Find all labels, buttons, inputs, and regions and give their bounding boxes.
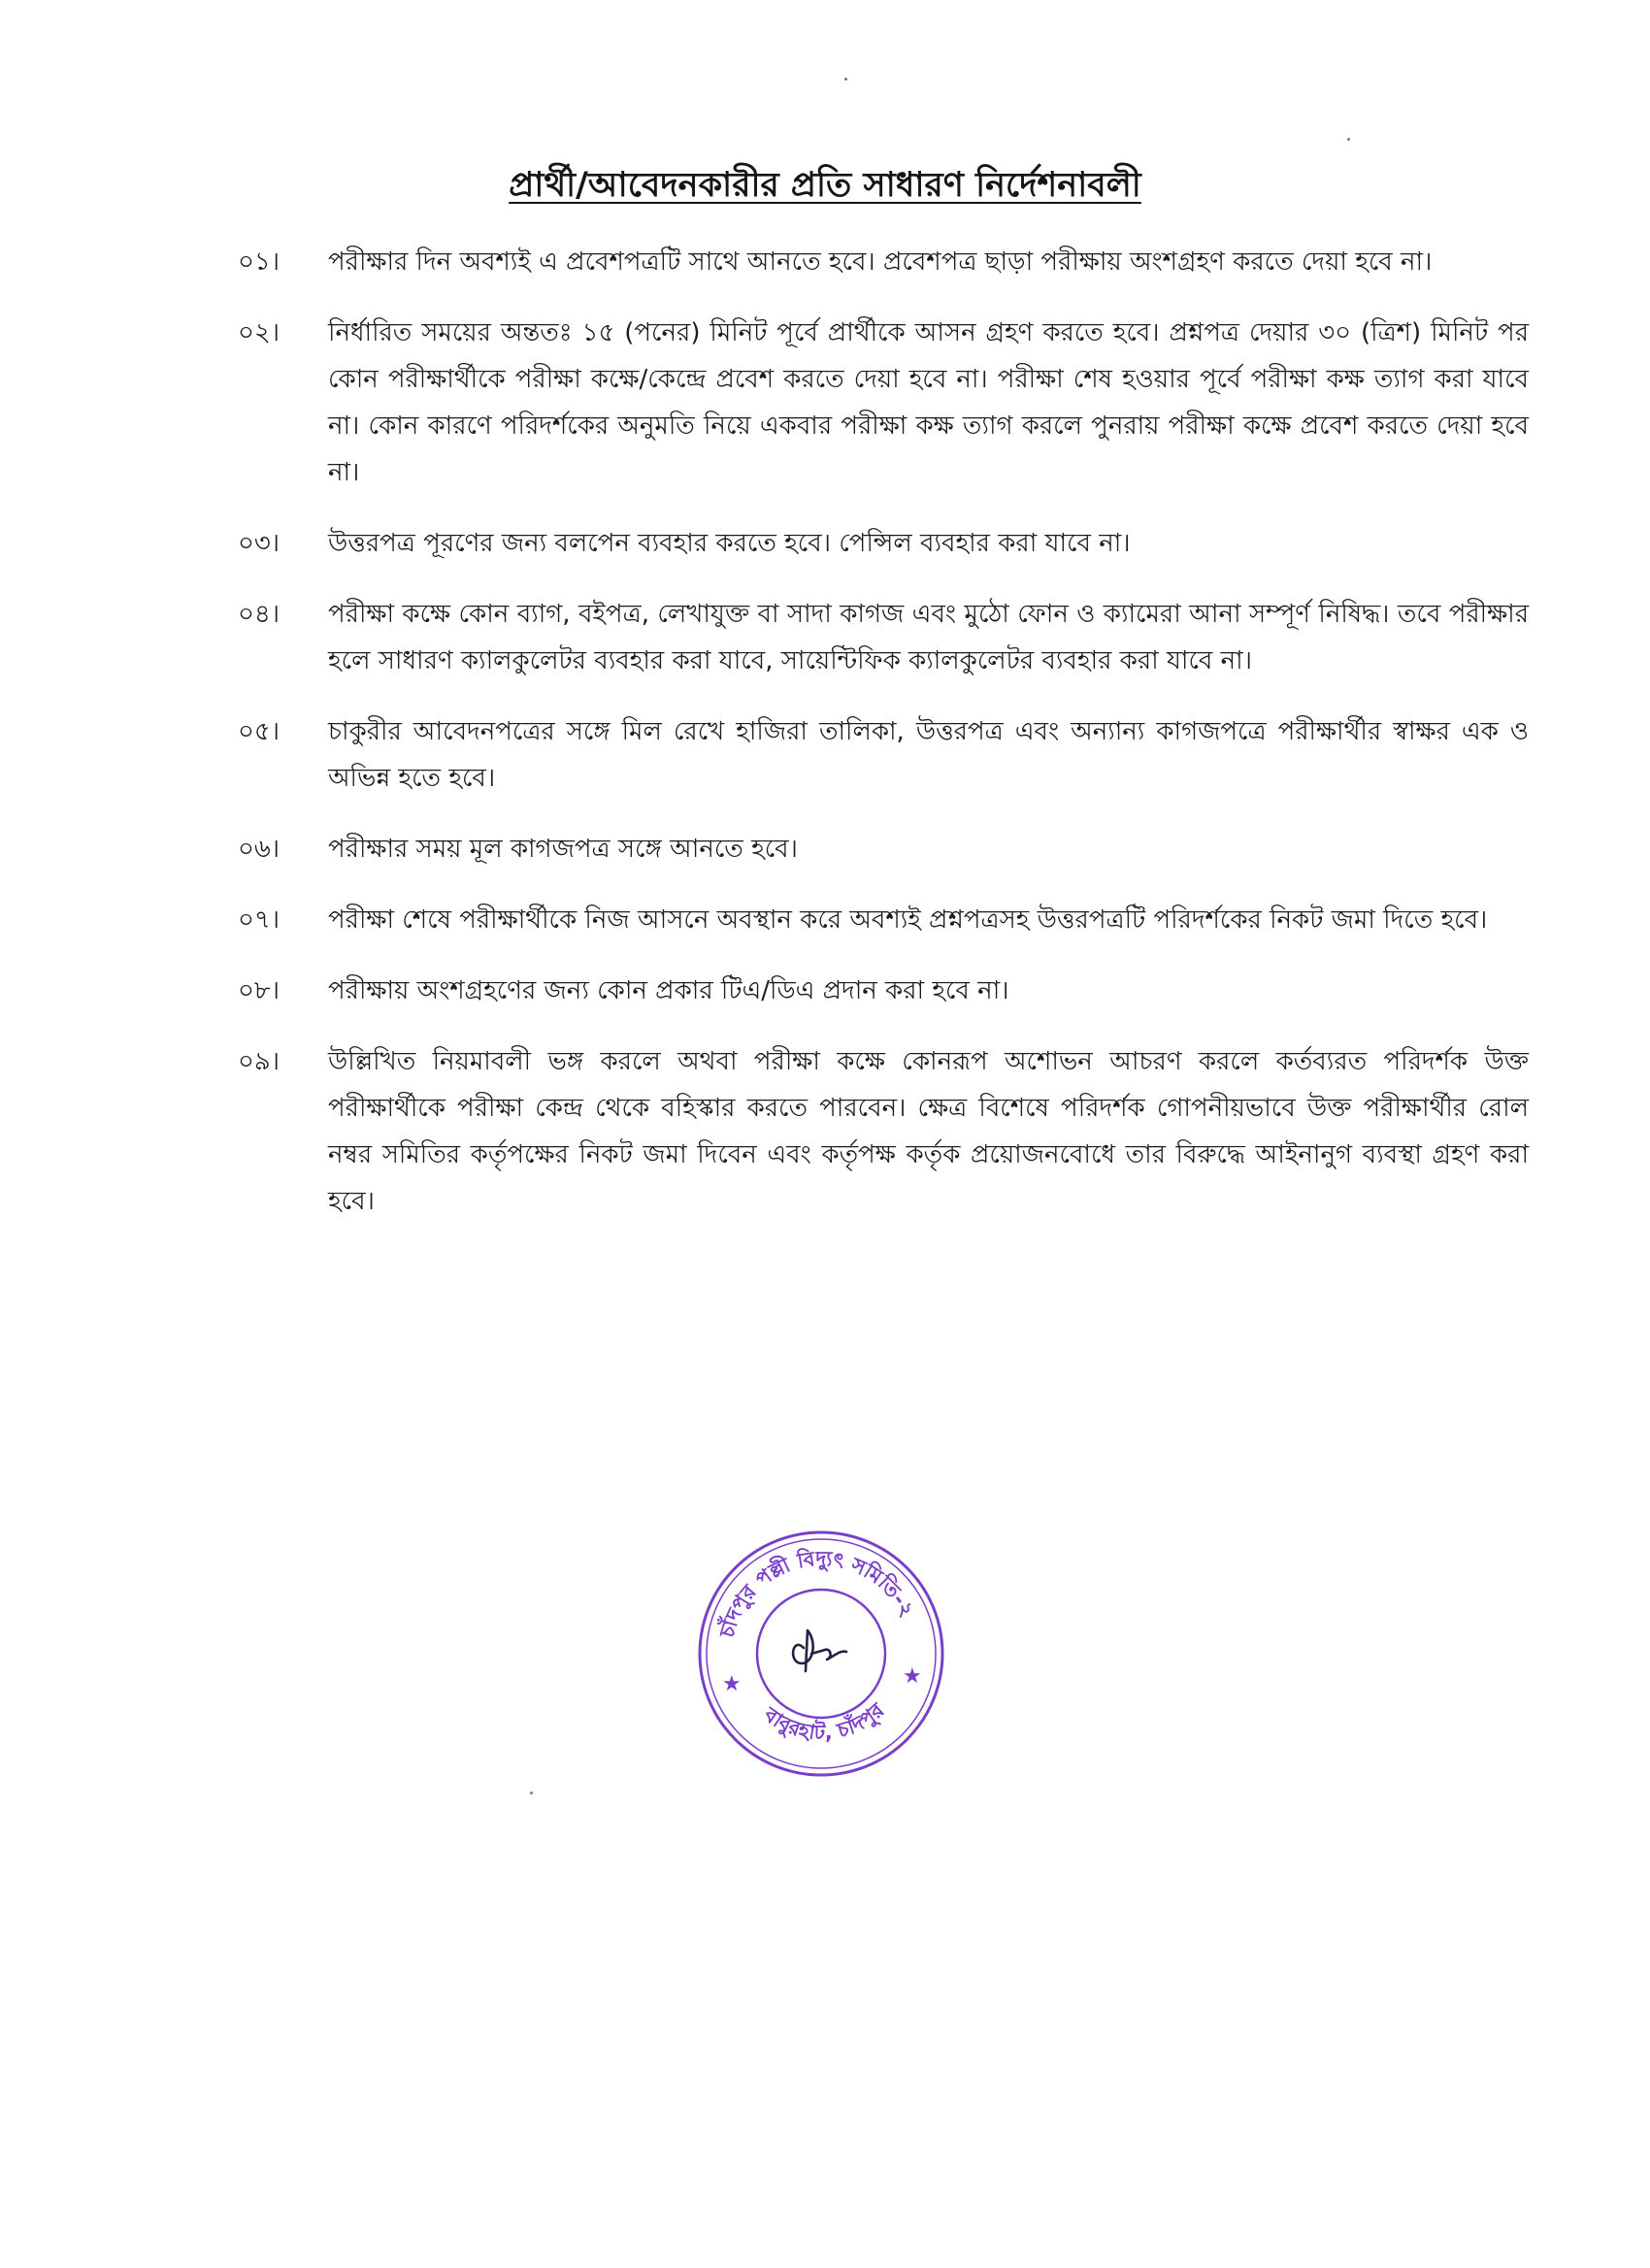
document-title-text: প্রার্থী/আবেদনকারীর প্রতি সাধারণ নির্দেশনাবলী [509, 166, 1141, 205]
item-number: ০২। [238, 318, 280, 347]
item-text: নির্ধারিত সময়ের অন্ততঃ ১৫ (পনের) মিনিট পূর্বে প্রার্থীকে আসন গ্রহণ করতে হবে। প্রশ্নপত্র দেয়ার ৩০ (ত্রিশ) মিনিট পর কোন পরীক্ষার্থীকে পরীক্ষা কক্ষে/কেন্দ্রে প্রবেশ করতে দেয়া হবে না। পরীক্ষা শেষ হওয়ার পূর্বে পরীক্ষা কক্ষ ত্যাগ করা যাবে না। কোন কারণে পরিদর্শকের অনুমতি নিয়ে একবার পরীক্ষা কক্ষ ত্যাগ করলে পুনরায় পরীক্ষা কক্ষে প্রবেশ করতে দেয়া হবে না। [328, 318, 1529, 487]
item-text: পরীক্ষার দিন অবশ্যই এ প্রবেশপত্রটি সাথে আনতে হবে। প্রবেশপত্র ছাড়া পরীক্ষায় অংশগ্রহণ করতে দেয়া হবে না। [328, 247, 1433, 277]
seal-star-icon: ★ [903, 1664, 922, 1689]
official-seal [695, 1528, 947, 1780]
seal-top-text: চাঁদপুর পল্লী বিদ্যুৎ সমিতি-২ [714, 1546, 919, 1640]
instruction-item-2 [238, 310, 1529, 496]
instruction-item-8 [238, 968, 1529, 1014]
seal-star-icon: ★ [722, 1672, 742, 1696]
scan-speck [530, 1791, 533, 1794]
signature [793, 1630, 846, 1671]
instruction-item-1 [238, 239, 1529, 285]
scan-speck [1347, 138, 1350, 141]
item-text: উল্লিখিত নিয়মাবলী ভঙ্গ করলে অথবা পরীক্ষা কক্ষে কোনরূপ অশোভন আচরণ করলে কর্তব্যরত পরিদর্শক উক্ত পরীক্ষার্থীকে পরীক্ষা কেন্দ্র থেকে বহিস্কার করতে পারবেন। ক্ষেত্র বিশেষে পরিদর্শক গোপনীয়ভাবে উক্ত পরীক্ষার্থীর রোল নম্বর সমিতির কর্তৃপক্ষের নিকট জমা দিবেন এবং কর্তৃপক্ষ কর্তৃক প্রয়োজনবোধে তার বিরুদ্ধে আইনানুগ ব্যবস্থা গ্রহণ করা হবে। [328, 1047, 1529, 1216]
item-number: ০৯। [238, 1047, 280, 1076]
document-title [0, 161, 1650, 210]
item-number: ০১। [238, 247, 280, 277]
item-text: চাকুরীর আবেদনপত্রের সঙ্গে মিল রেখে হাজিরা তালিকা, উত্তরপত্র এবং অন্যান্য কাগজপত্রে পরীক্ষার্থীর স্বাক্ষর এক ও অভিন্ন হতে হবে। [328, 717, 1529, 793]
instruction-item-5 [238, 708, 1529, 802]
instruction-item-4 [238, 591, 1529, 684]
item-number: ০৩। [238, 529, 280, 558]
seal-bottom-text: বাবুরহাট, চাঁদপুর [759, 1698, 889, 1745]
instruction-item-3 [238, 520, 1529, 567]
item-text: উত্তরপত্র পূরণের জন্য বলপেন ব্যবহার করতে হবে। পেন্সিল ব্যবহার করা যাবে না। [328, 529, 1131, 558]
seal-inner-ring [757, 1590, 885, 1718]
item-number: ০৪। [238, 600, 280, 629]
item-text: পরীক্ষা শেষে পরীক্ষার্থীকে নিজ আসনে অবস্থান করে অবশ্যই প্রশ্নপত্রসহ উত্তরপত্রটি পরিদর্শকের নিকট জমা দিতে হবে। [328, 905, 1488, 935]
instruction-list [238, 239, 1529, 1225]
item-number: ০৬। [238, 835, 280, 864]
item-text: পরীক্ষার সময় মূল কাগজপত্র সঙ্গে আনতে হবে। [328, 835, 798, 864]
item-number: ০৮। [238, 976, 280, 1005]
item-number: ০৫। [238, 717, 280, 746]
item-number: ০৭। [238, 905, 280, 935]
item-text: পরীক্ষা কক্ষে কোন ব্যাগ, বইপত্র, লেখাযুক্ত বা সাদা কাগজ এবং মুঠো ফোন ও ক্যামেরা আনা সম্পূর্ণ নিষিদ্ধ। তবে পরীক্ষার হলে সাধারণ ক্যালকুলেটর ব্যবহার করা যাবে, সায়েন্টিফিক ক্যালকুলেটর ব্যবহার করা যাবে না। [328, 600, 1529, 675]
item-text: পরীক্ষায় অংশগ্রহণের জন্য কোন প্রকার টিএ/ডিএ প্রদান করা হবে না। [328, 976, 1009, 1005]
scan-speck [844, 78, 847, 81]
instruction-item-6 [238, 826, 1529, 872]
instruction-item-7 [238, 897, 1529, 943]
instruction-item-9 [238, 1038, 1529, 1225]
